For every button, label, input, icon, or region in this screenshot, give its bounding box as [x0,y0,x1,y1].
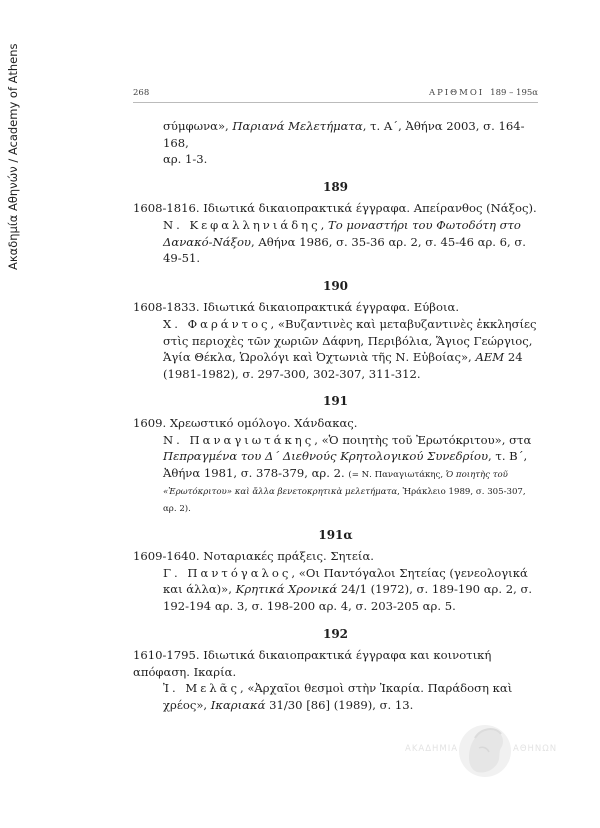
ref-title: Πεπραγμένα του Δ΄ Διεθνούς Κρητολογικού Συνεδρίου [163,449,489,464]
watermark-text-left: ΑΚΑΔΗΜΙΑ [405,744,459,754]
ref-text: , «Ὁ ποιητὴς τοῦ Ἐρωτόκριτου», στα [314,432,532,447]
ref-reprint-a: (= Ν. Παναγιωτάκης, [348,469,446,480]
entry-heading: 1608-1833. Ιδιωτικά δικαιοπρακτικά έγγραφα. Εύβοια. [133,300,460,315]
ref-details: , Αθήνα 1986, σ. 35-36 αρ. 2, σ. 45-46 αρ. 6, σ. 49-51. [163,234,526,266]
vertical-archive-label [4,40,20,270]
ref-author: Ἰ. Μελᾶς [163,681,240,696]
intro-text-b: , τ. Α΄, Ἀθήνα 2003, σ. 164-168, [163,119,525,150]
entry-reference [133,432,538,516]
ref-title: Το μοναστήρι του Φωτοδότη στο Δανακό-Νάξου [163,217,521,249]
ref-author: Ν. Κεφαλληνιάδης [163,217,321,232]
academy-watermark [405,718,570,788]
intro-continuation [133,118,538,168]
ref-author: Χ. Φαράντος [163,316,271,331]
ref-details: , τ. Β΄, Ἀθήνα 1981, σ. 378-379, αρ. 2. [163,449,528,480]
running-title [429,88,538,98]
section-title: ΑΡΙΘΜΟΙ [428,88,485,98]
intro-text-a: σύμφωνα», [163,119,233,133]
entry-reference [133,680,538,713]
document-page [133,88,538,714]
ref-separator: , [320,217,328,232]
catalogue-content [133,118,538,714]
ref-text: , «Ἀρχαῖοι θεσμοὶ στὴν Ἰκαρία. Παράδοση καὶ χρέος», [163,681,513,713]
ref-journal: ΑΕΜ [475,350,505,365]
athena-head-icon [457,718,513,784]
ref-reprint-b: , Ἡράκλειο 1989, σ. 305-307, αρ. 2). [163,486,526,514]
ref-details: 24 (1981-1982), σ. 297-300, 302-307, 311-312. [163,350,523,381]
running-header [133,88,538,103]
ref-author: Ν. Παναγιωτάκης [163,432,315,447]
archive-label-text: Ακαδημία Αθηνών / Academy of Athens [6,43,20,270]
entry-range: 189 – 195α [490,88,538,98]
entry-heading: 1610-1795. Ιδιωτικά δικαιοπρακτικά έγγραφα και κοινοτική απόφαση. Ικαρία. [133,648,492,679]
ref-reprint-title: Ὁ ποιητὴς τοῦ «Ἐρωτόκριτου» καὶ ἄλλα βενετοκρητικὰ μελετήματα [163,469,508,497]
watermark-text-right: ΑΘΗΝΩΝ [513,744,558,754]
page-number: 268 [133,88,150,98]
entry-number: 189 [322,179,349,194]
entry-number: 191 [322,394,349,409]
ref-text: , «Οι Παντόγαλοι Σητείας (γενεολογικά και άλλα)», [163,565,528,597]
entry-reference [133,316,538,382]
entry-reference [133,217,538,267]
entry-heading: 1609-1640. Νοταριακές πράξεις. Σητεία. [133,549,374,564]
entry-reference [133,565,538,615]
ref-details: 31/30 [86] (1989), σ. 13. [265,698,414,713]
ref-text: , «Βυζαντινὲς καὶ μεταβυζαντινὲς ἐκκλησίες στὶς περιοχὲς τῶν χωριῶν Δάφνη, Περιβόλια, Ἅγιος Γεώργιος, Ἁγία Θέκλα, Ὡρολόγι καὶ Ὀχτωνιὰ τῆς Ν. Εὐβοίας», [163,316,537,365]
ref-author: Γ. Παντόγαλος [163,565,292,580]
ref-journal: Ικαριακά [210,698,266,713]
intro-text-c: αρ. 1-3. [163,152,208,167]
entry-number: 190 [322,278,349,293]
entry-heading: 1608-1816. Ιδιωτικά δικαιοπρακτικά έγγραφα. Απείρανθος (Νάξος). [133,201,537,216]
ref-journal: Κρητικά Χρονικά [235,582,338,597]
entry-heading: 1609. Χρεωστικό ομόλογο. Χάνδακας. [133,415,358,430]
entry-number: 192 [322,626,349,641]
ref-details: 24/1 (1972), σ. 189-190 αρ. 2, σ. 192-194 αρ. 3, σ. 198-200 αρ. 4, σ. 203-205 αρ. 5. [163,582,533,614]
entry-number: 191α [318,527,353,542]
intro-title: Παριανά Μελετήματα [232,119,363,133]
